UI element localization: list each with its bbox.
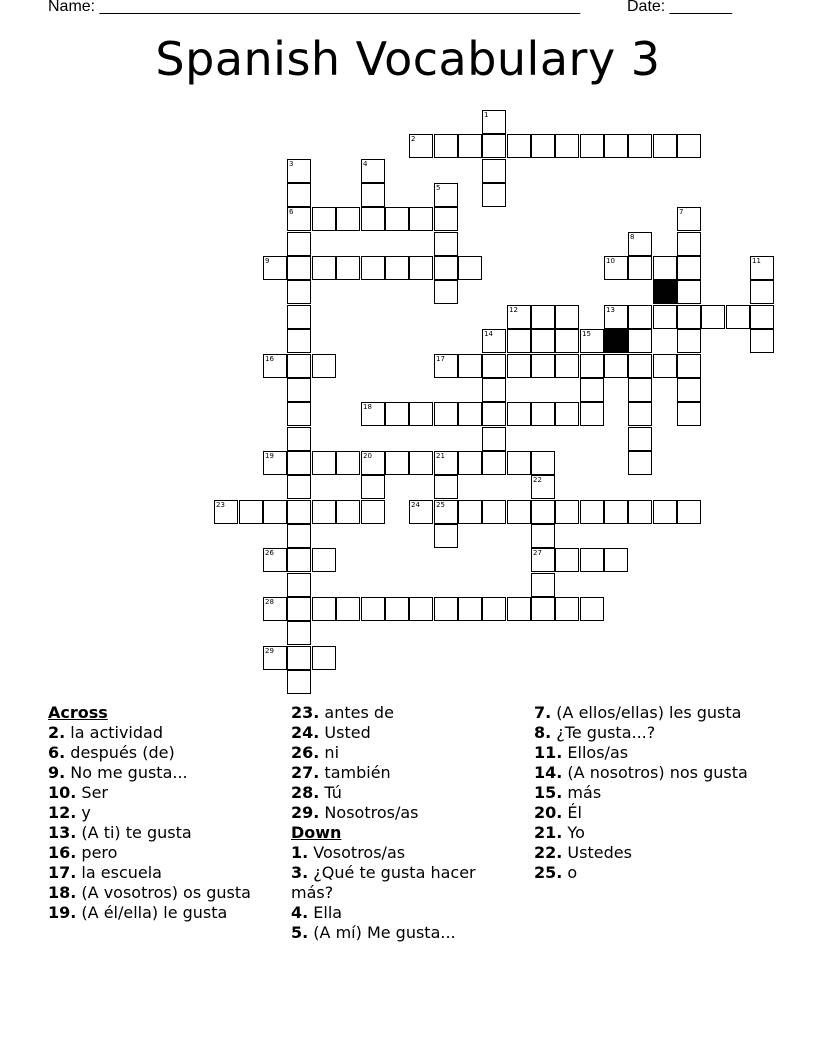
clue-number: 14.	[534, 763, 563, 782]
clue-number-16: 16	[265, 355, 274, 363]
grid-cell[interactable]	[312, 500, 336, 524]
clue-number-26: 26	[265, 549, 274, 557]
clue-number: 2.	[48, 723, 66, 742]
grid-cell[interactable]	[507, 402, 531, 426]
clue-number: 19.	[48, 903, 77, 922]
grid-cell[interactable]	[409, 256, 433, 280]
grid-cell[interactable]	[531, 134, 555, 158]
page-title: Spanish Vocabulary 3	[155, 32, 661, 86]
grid-cell[interactable]	[677, 329, 701, 353]
grid-cell[interactable]	[287, 354, 311, 378]
grid-cell[interactable]	[287, 378, 311, 402]
clue-number: 6.	[48, 743, 66, 762]
grid-cell[interactable]	[312, 354, 336, 378]
grid-cell[interactable]	[458, 597, 482, 621]
grid-cell-black	[604, 329, 628, 353]
grid-cell[interactable]	[409, 207, 433, 231]
grid-cell[interactable]	[312, 451, 336, 475]
grid-cell[interactable]	[287, 548, 311, 572]
clue-item: 24. Usted	[291, 723, 371, 742]
grid-cell[interactable]	[312, 646, 336, 670]
clue-item: 12. y	[48, 803, 91, 822]
grid-cell[interactable]	[312, 207, 336, 231]
grid-cell[interactable]	[531, 597, 555, 621]
grid-cell[interactable]	[555, 305, 579, 329]
grid-cell[interactable]	[628, 451, 652, 475]
grid-cell[interactable]	[287, 183, 311, 207]
grid-cell[interactable]	[287, 670, 311, 694]
grid-cell[interactable]	[677, 500, 701, 524]
clue-number-21: 21	[436, 452, 445, 460]
grid-cell[interactable]	[653, 500, 677, 524]
clue-number: 22.	[534, 843, 563, 862]
clue-item: 8. ¿Te gusta...?	[534, 723, 656, 742]
grid-cell[interactable]	[434, 232, 458, 256]
clue-number: 20.	[534, 803, 563, 822]
clue-item: 20. Él	[534, 803, 582, 822]
grid-cell[interactable]	[482, 354, 506, 378]
clue-number: 7.	[534, 703, 552, 722]
grid-cell[interactable]	[604, 500, 628, 524]
grid-cell[interactable]	[434, 597, 458, 621]
clue-number-14: 14	[484, 330, 493, 338]
grid-cell[interactable]	[653, 305, 677, 329]
grid-cell[interactable]	[555, 597, 579, 621]
grid-cell[interactable]	[580, 134, 604, 158]
clue-number-20: 20	[363, 452, 372, 460]
grid-cell[interactable]	[434, 524, 458, 548]
name-field-label: Name: ______________________________________________________	[48, 0, 581, 15]
grid-cell[interactable]	[507, 134, 531, 158]
clue-item: 9. No me gusta...	[48, 763, 188, 782]
grid-cell[interactable]	[482, 378, 506, 402]
clue-item: 7. (A ellos/ellas) les gusta	[534, 703, 742, 722]
clue-number: 3.	[291, 863, 309, 882]
grid-cell[interactable]	[287, 475, 311, 499]
grid-cell[interactable]	[458, 402, 482, 426]
grid-cell[interactable]	[750, 280, 774, 304]
grid-cell[interactable]	[458, 354, 482, 378]
grid-cell[interactable]	[531, 329, 555, 353]
grid-cell[interactable]	[628, 378, 652, 402]
clue-number: 18.	[48, 883, 77, 902]
clue-number-6: 6	[289, 208, 294, 216]
grid-cell[interactable]	[287, 621, 311, 645]
grid-cell[interactable]	[336, 451, 360, 475]
grid-cell[interactable]	[361, 597, 385, 621]
grid-cell[interactable]	[434, 134, 458, 158]
clue-number-7: 7	[679, 208, 684, 216]
clue-number-12: 12	[509, 306, 518, 314]
grid-cell[interactable]	[458, 256, 482, 280]
grid-cell[interactable]	[555, 402, 579, 426]
grid-cell[interactable]	[555, 354, 579, 378]
clue-number: 9.	[48, 763, 66, 782]
clue-item: 11. Ellos/as	[534, 743, 629, 762]
grid-cell[interactable]	[361, 183, 385, 207]
clue-item: 18. (A vosotros) os gusta	[48, 883, 251, 902]
clue-number-15: 15	[582, 330, 591, 338]
clue-number: 25.	[534, 863, 563, 882]
grid-cell[interactable]	[458, 134, 482, 158]
grid-cell[interactable]	[482, 427, 506, 451]
grid-cell[interactable]	[677, 402, 701, 426]
grid-cell[interactable]	[361, 207, 385, 231]
clues-column-3	[534, 703, 764, 883]
grid-cell[interactable]	[409, 597, 433, 621]
clue-number: 24.	[291, 723, 320, 742]
grid-cell[interactable]	[628, 354, 652, 378]
clue-item: 16. pero	[48, 843, 118, 862]
grid-cell[interactable]	[628, 329, 652, 353]
date-field-label: Date: _______	[627, 0, 732, 15]
clue-number-1: 1	[484, 111, 489, 119]
grid-cell[interactable]	[287, 500, 311, 524]
grid-cell[interactable]	[580, 597, 604, 621]
grid-cell[interactable]	[531, 573, 555, 597]
grid-cell[interactable]	[336, 500, 360, 524]
grid-cell[interactable]	[531, 524, 555, 548]
grid-cell[interactable]	[434, 280, 458, 304]
grid-cell[interactable]	[555, 134, 579, 158]
clue-number-10: 10	[606, 257, 615, 265]
clue-item: 6. después (de)	[48, 743, 175, 762]
clue-number-2: 2	[411, 135, 416, 143]
clue-number-5: 5	[436, 184, 441, 192]
grid-cell[interactable]	[434, 475, 458, 499]
clue-number-3: 3	[289, 160, 294, 168]
grid-cell[interactable]	[653, 354, 677, 378]
grid-cell[interactable]	[385, 207, 409, 231]
grid-cell[interactable]	[385, 597, 409, 621]
grid-cell[interactable]	[361, 500, 385, 524]
clues-column-2	[291, 703, 521, 943]
grid-cell[interactable]	[580, 402, 604, 426]
grid-cell[interactable]	[287, 329, 311, 353]
grid-cell[interactable]	[750, 329, 774, 353]
clue-item: 25. o	[534, 863, 578, 882]
grid-cell[interactable]	[482, 134, 506, 158]
grid-cell[interactable]	[287, 305, 311, 329]
clue-number-11: 11	[752, 257, 761, 265]
clue-item: 27. también	[291, 763, 391, 782]
clues-column-1	[48, 703, 288, 923]
grid-cell[interactable]	[531, 451, 555, 475]
grid-cell[interactable]	[507, 329, 531, 353]
clue-item: 23. antes de	[291, 703, 394, 722]
clue-number: 13.	[48, 823, 77, 842]
grid-cell[interactable]	[336, 597, 360, 621]
clue-number: 17.	[48, 863, 77, 882]
grid-cell[interactable]	[628, 134, 652, 158]
clue-number-28: 28	[265, 598, 274, 606]
grid-cell[interactable]	[555, 329, 579, 353]
clue-number: 10.	[48, 783, 77, 802]
grid-cell[interactable]	[628, 305, 652, 329]
grid-cell[interactable]	[701, 305, 725, 329]
grid-cell[interactable]	[312, 548, 336, 572]
clue-number-18: 18	[363, 403, 372, 411]
grid-cell[interactable]	[434, 402, 458, 426]
clue-item: 14. (A nosotros) nos gusta	[534, 763, 748, 782]
grid-cell[interactable]	[287, 646, 311, 670]
grid-cell[interactable]	[409, 402, 433, 426]
clue-number: 15.	[534, 783, 563, 802]
clue-number: 4.	[291, 903, 309, 922]
grid-cell[interactable]	[507, 451, 531, 475]
clue-number-22: 22	[533, 476, 542, 484]
grid-cell[interactable]	[677, 354, 701, 378]
grid-cell[interactable]	[507, 500, 531, 524]
clue-item: 2. la actividad	[48, 723, 163, 742]
clue-number-4: 4	[363, 160, 368, 168]
grid-cell[interactable]	[580, 378, 604, 402]
grid-cell[interactable]	[531, 500, 555, 524]
grid-cell[interactable]	[677, 134, 701, 158]
grid-cell[interactable]	[531, 305, 555, 329]
grid-cell[interactable]	[482, 159, 506, 183]
clue-number: 28.	[291, 783, 320, 802]
clue-number: 8.	[534, 723, 552, 742]
grid-cell[interactable]	[287, 597, 311, 621]
grid-cell[interactable]	[287, 232, 311, 256]
grid-cell[interactable]	[434, 207, 458, 231]
grid-cell[interactable]	[287, 427, 311, 451]
grid-cell[interactable]	[677, 305, 701, 329]
grid-cell[interactable]	[677, 232, 701, 256]
grid-cell[interactable]	[628, 500, 652, 524]
grid-cell[interactable]	[336, 256, 360, 280]
clue-item: 15. más	[534, 783, 602, 802]
grid-cell[interactable]	[336, 207, 360, 231]
clue-number-27: 27	[533, 549, 542, 557]
grid-cell[interactable]	[312, 597, 336, 621]
clue-number: 26.	[291, 743, 320, 762]
grid-cell[interactable]	[580, 548, 604, 572]
grid-cell[interactable]	[604, 354, 628, 378]
clue-item: 3. ¿Qué te gusta hacer más?	[291, 863, 476, 902]
grid-cell[interactable]	[628, 256, 652, 280]
clue-item: 4. Ella	[291, 903, 343, 922]
clue-item: 10. Ser	[48, 783, 109, 802]
grid-cell[interactable]	[287, 524, 311, 548]
clue-item: 19. (A él/ella) le gusta	[48, 903, 228, 922]
clue-number: 1.	[291, 843, 309, 862]
clue-number-29: 29	[265, 647, 274, 655]
clue-number: 12.	[48, 803, 77, 822]
grid-cell[interactable]	[287, 402, 311, 426]
grid-cell[interactable]	[385, 256, 409, 280]
grid-cell[interactable]	[409, 451, 433, 475]
grid-cell[interactable]	[628, 427, 652, 451]
grid-cell[interactable]	[287, 280, 311, 304]
grid-cell[interactable]	[580, 500, 604, 524]
grid-cell[interactable]	[653, 134, 677, 158]
grid-cell[interactable]	[263, 500, 287, 524]
grid-cell[interactable]	[482, 402, 506, 426]
clue-number-17: 17	[436, 355, 445, 363]
clue-item: 22. Ustedes	[534, 843, 632, 862]
grid-cell[interactable]	[385, 402, 409, 426]
grid-cell[interactable]	[312, 256, 336, 280]
clue-number-23: 23	[216, 501, 225, 509]
grid-cell[interactable]	[458, 500, 482, 524]
grid-cell[interactable]	[287, 573, 311, 597]
clue-number: 29.	[291, 803, 320, 822]
grid-cell[interactable]	[482, 183, 506, 207]
clue-number: 21.	[534, 823, 563, 842]
clue-heading-across: Across	[48, 703, 108, 722]
clue-number: 27.	[291, 763, 320, 782]
clue-item: 29. Nosotros/as	[291, 803, 419, 822]
clue-item: 26. ni	[291, 743, 340, 762]
grid-cell[interactable]	[677, 280, 701, 304]
grid-cell[interactable]	[750, 305, 774, 329]
clue-number: 5.	[291, 923, 309, 942]
clue-item: 28. Tú	[291, 783, 342, 802]
grid-cell[interactable]	[385, 451, 409, 475]
grid-cell[interactable]	[604, 548, 628, 572]
clue-number-19: 19	[265, 452, 274, 460]
grid-cell[interactable]	[726, 305, 750, 329]
grid-cell[interactable]	[361, 475, 385, 499]
clue-number: 23.	[291, 703, 320, 722]
grid-cell[interactable]	[531, 402, 555, 426]
grid-cell[interactable]	[287, 451, 311, 475]
grid-cell[interactable]	[507, 354, 531, 378]
clue-item: 17. la escuela	[48, 863, 162, 882]
clue-number-24: 24	[411, 501, 420, 509]
clue-item: 5. (A mí) Me gusta...	[291, 923, 456, 942]
clue-number-25: 25	[436, 501, 445, 509]
grid-cell[interactable]	[580, 354, 604, 378]
grid-cell[interactable]	[628, 402, 652, 426]
clue-number-8: 8	[630, 233, 635, 241]
grid-cell[interactable]	[507, 597, 531, 621]
clue-number: 16.	[48, 843, 77, 862]
clue-item: 13. (A ti) te gusta	[48, 823, 192, 842]
clue-number-13: 13	[606, 306, 615, 314]
clue-item: 1. Vosotros/as	[291, 843, 406, 862]
grid-cell[interactable]	[482, 451, 506, 475]
grid-cell[interactable]	[287, 256, 311, 280]
grid-cell[interactable]	[604, 134, 628, 158]
grid-cell[interactable]	[239, 500, 263, 524]
clue-number: 11.	[534, 743, 563, 762]
grid-cell[interactable]	[458, 451, 482, 475]
grid-cell[interactable]	[531, 354, 555, 378]
grid-cell-black	[653, 280, 677, 304]
grid-cell[interactable]	[555, 500, 579, 524]
grid-cell[interactable]	[361, 256, 385, 280]
clue-number-9: 9	[265, 257, 270, 265]
grid-cell[interactable]	[434, 256, 458, 280]
grid-cell[interactable]	[555, 548, 579, 572]
grid-cell[interactable]	[677, 378, 701, 402]
grid-cell[interactable]	[677, 256, 701, 280]
clue-item: 21. Yo	[534, 823, 585, 842]
grid-cell[interactable]	[482, 500, 506, 524]
grid-cell[interactable]	[653, 256, 677, 280]
grid-cell[interactable]	[482, 597, 506, 621]
clue-heading-down: Down	[291, 823, 342, 842]
